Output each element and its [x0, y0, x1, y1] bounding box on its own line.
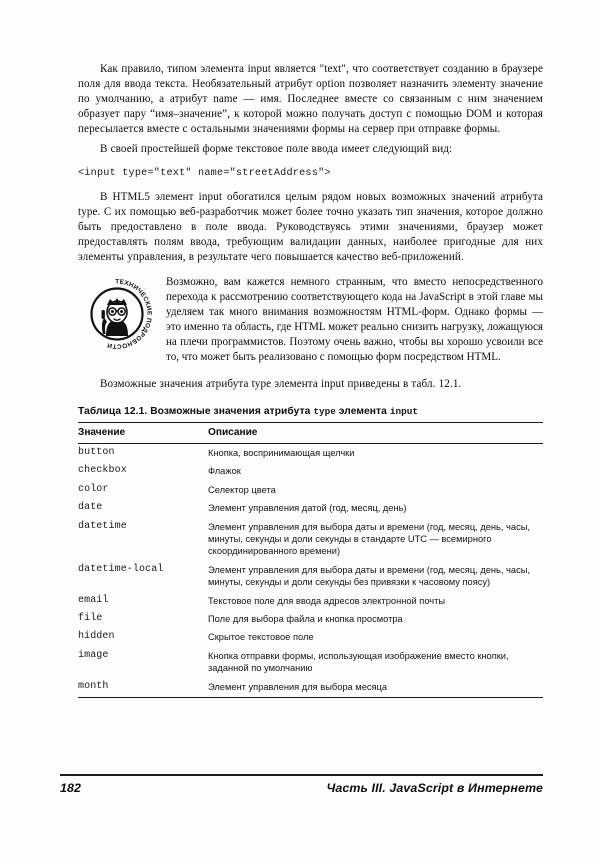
page-footer — [60, 774, 543, 795]
cell-value: button — [78, 447, 115, 458]
page-content — [78, 62, 543, 698]
cell-description: Элемент управления датой (год, месяц, день) — [208, 503, 407, 514]
cell-description: Кнопка, воспринимающая щелчки — [208, 448, 355, 458]
cell-description: Элемент управления для выбора даты и времени (год, месяц, день, часы, минуты, секунды и доли секунды без привязки к часовому поясу) — [208, 564, 530, 588]
input-type-values-table — [78, 422, 543, 698]
table-caption-code-type: type — [313, 406, 336, 417]
technical-details-callout — [78, 275, 543, 365]
table-header-row — [78, 423, 543, 444]
table-caption-middle: элемента — [335, 406, 390, 417]
table-row — [78, 462, 543, 480]
table-caption-prefix: Таблица 12.1. Возможные значения атрибута — [78, 406, 314, 417]
paragraph-table-reference: Возможные значения атрибута type элемента input приведены в табл. 12.1. — [100, 378, 462, 390]
table-row — [78, 499, 543, 517]
paragraph-input-type-intro: Как правило, типом элемента input является "text", что соответствует созданию в браузере поля для ввода текста. Необязательный атрибут option позволяет назначить элементу значение по умолчанию, а атрибут name — имя. Последнее вместе со связанным с ним значением образует пару “имя–значение”, к которой можно получать доступ с помощью DOM и которая пересылается вместе с остальными значениями формы на сервер при отправке формы. — [78, 63, 543, 135]
table-row — [78, 610, 543, 628]
cell-value: file — [78, 613, 103, 625]
table-row — [78, 561, 543, 592]
table-body — [78, 444, 543, 698]
table-row — [78, 518, 543, 561]
column-header-value: Значение — [78, 423, 208, 444]
running-head: Часть III. JavaScript в Интернете — [326, 781, 543, 795]
spacer — [78, 181, 543, 190]
table-header — [78, 423, 543, 444]
cell-value: date — [78, 502, 103, 514]
table-caption-code-input: input — [389, 406, 418, 417]
cell-description: Текстовое поле для ввода адресов электронной почты — [208, 595, 446, 606]
cell-value: hidden — [78, 631, 115, 643]
table-caption — [78, 406, 543, 422]
table-row — [78, 592, 543, 610]
cell-value: month — [78, 678, 208, 698]
svg-text:ТЕХНИЧЕСКИЕ ПОДРОБНОСТИ: ТЕХНИЧЕСКИЕ ПОДРОБНОСТИ — [106, 278, 153, 350]
cell-description: Кнопка отправки формы, использующая изображение вместо кнопки, заданной по умолчанию — [208, 650, 509, 674]
table-row — [78, 678, 543, 698]
code-snippet-input-text: <input type="text" name="streetAddress"> — [78, 168, 331, 179]
paragraph-simple-form-lead: В своей простейшей форме текстовое поле ввода имеет следующий вид: — [100, 143, 453, 155]
cell-description: Элемент управления для выбора месяца — [208, 678, 543, 698]
types-table-block — [78, 406, 543, 698]
cell-value: email — [78, 594, 109, 606]
table-row — [78, 444, 543, 463]
cell-description: Флажок — [208, 466, 241, 477]
page-number: 182 — [60, 781, 82, 795]
cell-description: Скрытое текстовое поле — [208, 632, 314, 643]
cell-value: datetime — [78, 520, 127, 532]
cell-value: checkbox — [78, 465, 127, 477]
table-intro-wrapper — [78, 377, 543, 392]
paragraph-html5-type-values: В HTML5 элемент input обогатился целым рядом новых возможных значений атрибута type. С их помощью веб-разработчик может более точно указать тип значения, которое должно быть предоставлено в поле ввода. Руководствуясь этими значениями, браузер может предоставлять полям ввода, требующим валидации данных, наиболее пригодные для них элементы управления, в результате чего повышается качество веб-приложений. — [78, 191, 543, 263]
cell-value: image — [78, 649, 109, 661]
callout-text: Возможно, вам кажется немного странным, что вместо непосредственного перехода к рассмотрению соответствующего кода на JavaScript в этой главе мы уделяем так много внимания возможностям HTML-форм. Однако формы — это именно та область, где HTML может реально снизить нагрузку, ложащуюся на плечи программистов. Поэтому очень важно, чтобы вы хорошо усвоили все то, что может быть реализовано с помощью форм посредством HTML. — [166, 276, 543, 363]
table-row — [78, 647, 543, 678]
footer-row — [60, 776, 543, 795]
cell-description: Элемент управления для выбора даты и времени (год, месяц, день, часы, минуты, секунды и доли секунды в стандарте UTC — всемирного скоординированного времени) — [208, 521, 530, 557]
spacer — [78, 157, 543, 166]
cell-value: datetime-local — [78, 563, 164, 575]
cell-value: color — [78, 483, 109, 495]
table-row — [78, 481, 543, 499]
column-header-description: Описание — [208, 423, 543, 444]
technical-details-icon — [80, 277, 154, 351]
table-row — [78, 628, 543, 646]
cell-description: Селектор цвета — [208, 484, 276, 495]
cell-description: Поле для выбора файла и кнопка просмотра — [208, 614, 403, 625]
